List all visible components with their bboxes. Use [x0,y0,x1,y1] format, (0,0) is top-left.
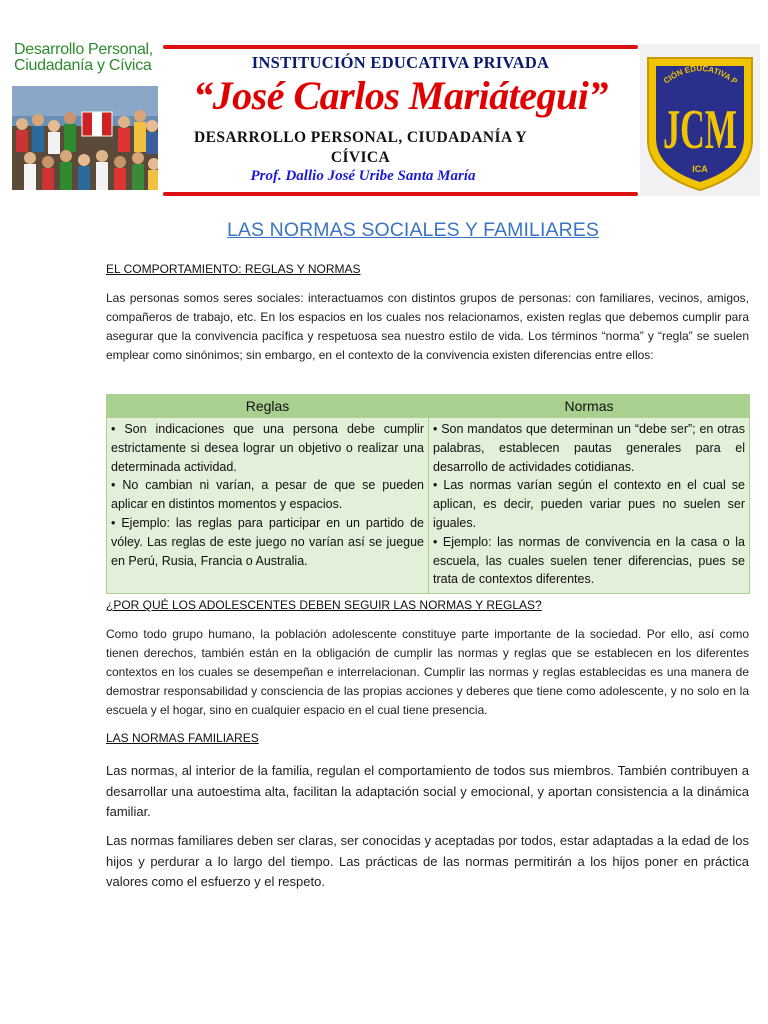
course-logo-text: Desarrollo Personal, Ciudadanía y Cívica [14,41,153,74]
reglas-item: • No cambian ni varían, a pesar de que se pueden aplicar en distintos momentos y espacios. [111,478,424,512]
normas-item: • Las normas varían según el contexto en el cual se aplican, es decir, pueden variar pues no suelen ser iguales. [433,478,745,530]
document-header [0,0,768,205]
institution-label: INSTITUCIÓN EDUCATIVA PRIVADA [251,53,550,72]
reglas-normas-table [106,394,750,594]
crest-bottom-text: ICA [692,164,708,174]
reglas-cell [107,418,429,594]
paragraph-familiares-1: Las normas, al interior de la familia, regulan el comportamiento de todos sus miembros. También contribuyen a desarrollar una autoestima alta, facilitan la adaptación social y emocional, y aportan consistencia a la dinámica familiar. [106,763,749,819]
normas-cell [429,418,750,594]
school-crest-shield-icon [640,44,760,196]
professor-name: Prof. Dallio José Uribe Santa María [250,168,476,184]
section-heading-adolescentes: ¿POR QUÉ LOS ADOLESCENTES DEBEN SEGUIR LAS NORMAS Y REGLAS? [106,598,542,612]
column-header-reglas: Reglas [107,395,429,418]
crest-top-text: CIÓN EDUCATIVA P [662,63,739,87]
normas-item: • Ejemplo: las normas de convivencia en la casa o la escuela, las cuales suelen tener diferencias, pues se trata de contextos diferentes. [433,534,745,587]
column-header-normas: Normas [429,395,750,418]
paragraph-comportamiento: Las personas somos seres sociales: interactuamos con distintos grupos de personas: con familiares, vecinos, amigos, compañeros de trabajo, etc. En los espacios en los cuales nos relacionamos, existen reglas que debemos cumplir para asegurar que la convivencia pacífica y respetuosa sea nuestro estilo de vida. Los términos “norma” y “regla” se suelen emplear como sinónimos; sin embargo, en el contexto de la convivencia existen diferencias entre ellos: [106,291,749,362]
course-logo-illustration [12,86,158,190]
section-heading-comportamiento: EL COMPORTAMIENTO: REGLAS Y NORMAS [106,262,361,276]
paragraph-familiares-2: Las normas familiares deben ser claras, ser conocidas y aceptadas por todos, estar adaptadas a la edad de los hijos y perdurar a lo largo del tiempo. Las prácticas de las normas permitirán a los hijos poner en práctica valores como el esfuerzo y el respeto. [106,833,749,889]
course-title: DESARROLLO PERSONAL, CIUDADANÍA Y CÍVICA [193,129,527,166]
paragraph-adolescentes: Como todo grupo humano, la población adolescente constituye parte importante de la sociedad. Por ello, así como tienen derechos, también están en la obligación de cumplir las normas y reglas que se establecen en los diferentes contextos en los cuales se desempeñan e interrelacionan. Cumplir las normas y reglas establecidas es una manera de demostrar responsabilidad y consciencia de las propias acciones y deberes que tiene como adolescente, y no solo en la escuela y el hogar, sino en cualquier espacio en el cual tiene presencia. [106,627,749,717]
section-heading-familiares: LAS NORMAS FAMILIARES [106,731,259,745]
school-name: “José Carlos Mariátegui” [193,73,608,118]
normas-item: • Son mandatos que determinan un “debe ser”; en otras palabras, establecen pautas generales para el desarrollo de actividades cotidianas. [433,422,745,474]
course-logo [12,40,158,190]
reglas-item: • Ejemplo: las reglas para participar en un partido de vóley. Las reglas de este juego no varían así se juegue en Perú, Rusia, Francia o Australia. [111,515,424,568]
table-row [107,418,750,594]
document-title: LAS NORMAS SOCIALES Y FAMILIARES [226,219,600,241]
reglas-item: • Son indicaciones que una persona debe cumplir estrictamente si desea lograr un objetivo o realizar una determinada actividad. [111,422,424,474]
header-red-rule-bottom [163,192,638,196]
header-red-rule-top [163,45,638,49]
school-crest [640,44,760,196]
table-header-row [107,395,750,418]
crest-monogram: JCM [663,99,737,161]
